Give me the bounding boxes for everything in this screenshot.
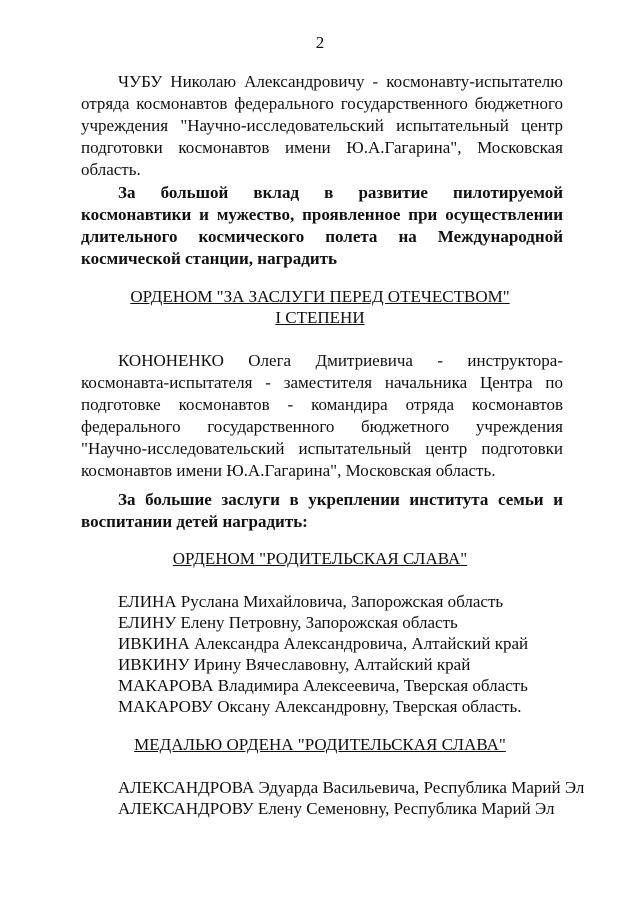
paragraph-text: КОНОНЕНКО Олега Дмитриевича - инструктора-космонавта-испытателя - заместителя начальника Центра по подготовке космонавтов - командира отряда космонавтов федерального государственного бюджетного учреждения "Научно-исследовательский испытательный центр подготовки космонавтов имени Ю.А.Гагарина", Московская область. [81,351,563,480]
order-heading-parental-glory: ОРДЕНОМ "РОДИТЕЛЬСКАЯ СЛАВА" [172,549,468,568]
paragraph-text: ЧУБУ Николаю Александровичу - космонавту-испытателю отряда космонавтов федерального государственного бюджетного учреждения "Научно-исследовательский испытательный центр подготовки космонавтов имени Ю.А.Гагарина", Московская область. [81,72,563,179]
list-item: АЛЕКСАНДРОВА Эдуарда Васильевича, Республика Марий Эл [118,778,585,797]
recipient-list-order [118,591,528,717]
list-item: ИВКИНУ Ирину Вячеславовну, Алтайский край [118,655,471,674]
paragraph-text: За большой вклад в развитие пилотируемой космонавтики и мужество, проявленное при осуществлении длительного космического полета на Международной космической станции, наградить [81,183,563,268]
list-item: МАКАРОВА Владимира Алексеевича, Тверская область [118,676,528,695]
paragraph-text: За большие заслуги в укреплении института семьи и воспитании детей наградить: [81,490,563,531]
page-number: 2 [315,33,325,52]
list-item: МАКАРОВУ Оксану Александровну, Тверская область. [118,697,522,716]
order-heading-line-2: I СТЕПЕНИ [275,308,365,327]
award-decree-paragraph-spaceflight [81,182,563,270]
list-item: ЕЛИНУ Елену Петровну, Запорожская область [118,613,458,632]
list-item: ЕЛИНА Руслана Михайловича, Запорожская область [118,592,504,611]
recipient-list-medal [118,777,584,819]
list-item: ИВКИНА Александра Александровича, Алтайский край [118,634,529,653]
award-paragraph-chub [81,71,563,181]
award-decree-paragraph-family [81,489,563,533]
award-paragraph-kononenko [81,350,563,482]
medal-heading-parental-glory: МЕДАЛЬЮ ОРДЕНА "РОДИТЕЛЬСКАЯ СЛАВА" [134,735,506,754]
list-item: АЛЕКСАНДРОВУ Елену Семеновну, Республика Марий Эл [118,799,555,818]
order-heading-line-1: ОРДЕНОМ "ЗА ЗАСЛУГИ ПЕРЕД ОТЕЧЕСТВОМ" [130,287,510,306]
